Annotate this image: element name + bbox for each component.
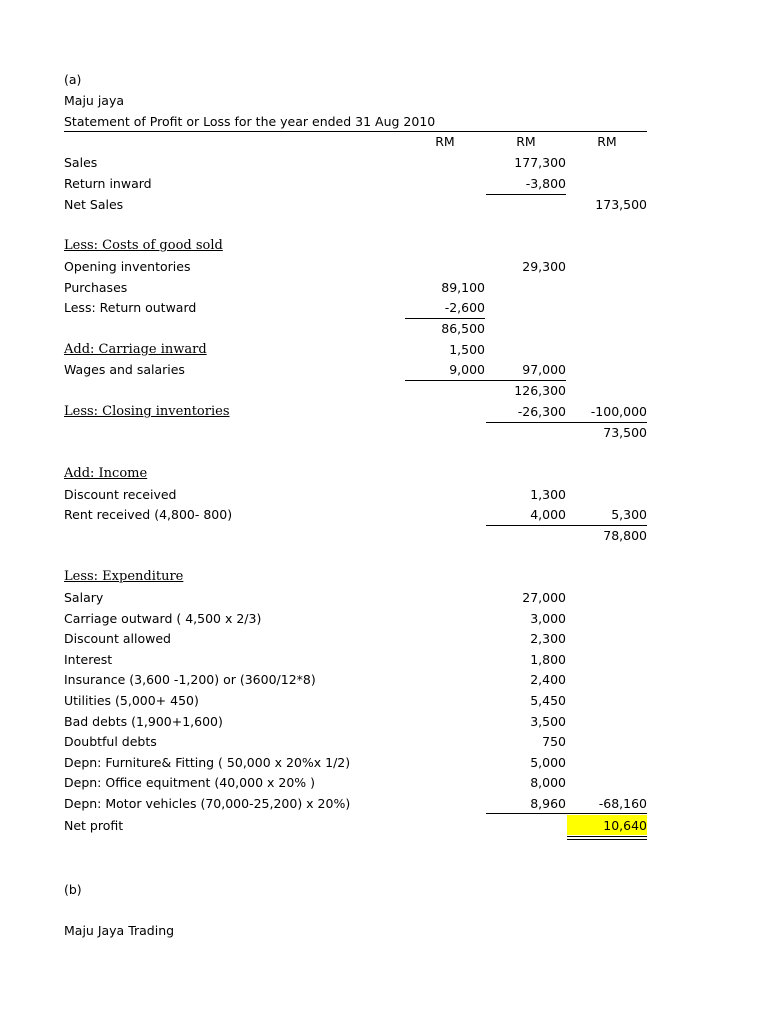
row-label-discount-received: Discount received (64, 487, 177, 502)
row-value: 5,000 (530, 755, 566, 770)
subtotal-rule (486, 525, 647, 526)
row-label-closing-inventories: Less: Closing inventories (64, 404, 230, 419)
row-value: 8,960 (530, 796, 566, 811)
row-value: 27,000 (522, 590, 566, 605)
col-header-3: RM (597, 134, 617, 149)
double-rule-bottom (567, 839, 647, 840)
row-value: 9,000 (449, 362, 485, 377)
row-value: -26,300 (517, 404, 566, 419)
row-label-bad-debts: Bad debts (1,900+1,600) (64, 714, 223, 729)
row-value: 3,000 (530, 611, 566, 626)
part-b-company: Maju Jaya Trading (64, 923, 175, 938)
part-b-label: (b) (64, 882, 82, 897)
row-value: 2,400 (530, 672, 566, 687)
row-label-depn-motor-vehicles: Depn: Motor vehicles (70,000-25,200) x 20%) (64, 796, 351, 811)
row-value: 29,300 (522, 259, 566, 274)
col-header-1: RM (435, 134, 455, 149)
row-value: -68,160 (598, 796, 647, 811)
row-value: 5,300 (611, 507, 647, 522)
row-label-carriage-inward: Add: Carriage inward (64, 342, 207, 357)
row-value: 97,000 (522, 362, 566, 377)
double-rule-top (567, 836, 647, 837)
row-value: 177,300 (514, 155, 566, 170)
row-value: 5,450 (530, 693, 566, 708)
row-value: 89,100 (441, 280, 485, 295)
row-value: 126,300 (514, 383, 566, 398)
net-profit-value: 10,640 (603, 818, 647, 833)
row-label-doubtful-debts: Doubtful debts (64, 734, 157, 749)
row-value: 8,000 (530, 775, 566, 790)
row-label-return-outward: Less: Return outward (64, 300, 197, 315)
row-value: 1,300 (530, 487, 566, 502)
subtotal-rule (486, 813, 647, 814)
row-label-opening-inventories: Opening inventories (64, 259, 191, 274)
row-value: 173,500 (595, 197, 647, 212)
section-heading-income: Add: Income (64, 466, 148, 481)
subtotal-rule (405, 380, 566, 381)
row-label-carriage-outward: Carriage outward ( 4,500 x 2/3) (64, 611, 262, 626)
row-label-rent-received: Rent received (4,800- 800) (64, 507, 233, 522)
row-label-return-inward: Return inward (64, 176, 152, 191)
subtotal-rule (486, 194, 566, 195)
subtotal-rule (405, 318, 485, 319)
row-label-discount-allowed: Discount allowed (64, 631, 171, 646)
row-label-interest: Interest (64, 652, 113, 667)
row-value: 750 (542, 734, 566, 749)
subtotal-rule (486, 422, 647, 423)
row-label-salary: Salary (64, 590, 104, 605)
row-label-depn-furniture: Depn: Furniture& Fitting ( 50,000 x 20%x 1/2) (64, 755, 351, 770)
row-value: -2,600 (444, 300, 485, 315)
section-heading-expenditure: Less: Expenditure (64, 569, 184, 584)
row-value: 3,500 (530, 714, 566, 729)
title-rule (64, 131, 647, 132)
statement-title: Statement of Profit or Loss for the year ended 31 Aug 2010 (64, 114, 436, 129)
row-label-wages: Wages and salaries (64, 362, 185, 377)
row-value-total-income: 78,800 (603, 528, 647, 543)
row-label-insurance: Insurance (3,600 -1,200) or (3600/12*8) (64, 672, 316, 687)
row-value: -3,800 (525, 176, 566, 191)
row-value: 2,300 (530, 631, 566, 646)
company-name: Maju jaya (64, 93, 125, 108)
row-label-net-sales: Net Sales (64, 197, 124, 212)
part-a-label: (a) (64, 72, 82, 87)
row-label-depn-office-equipment: Depn: Office equitment (40,000 x 20% ) (64, 775, 315, 790)
row-label-sales: Sales (64, 155, 98, 170)
row-value: -100,000 (590, 404, 647, 419)
row-value-gross-profit: 73,500 (603, 425, 647, 440)
row-label-purchases: Purchases (64, 280, 128, 295)
row-value: 86,500 (441, 321, 485, 336)
row-value: 1,800 (530, 652, 566, 667)
row-label-net-profit: Net profit (64, 818, 124, 833)
row-label-utilities: Utilities (5,000+ 450) (64, 693, 199, 708)
col-header-2: RM (516, 134, 536, 149)
section-heading-cogs: Less: Costs of good sold (64, 238, 223, 253)
row-value: 1,500 (449, 342, 485, 357)
row-value: 4,000 (530, 507, 566, 522)
